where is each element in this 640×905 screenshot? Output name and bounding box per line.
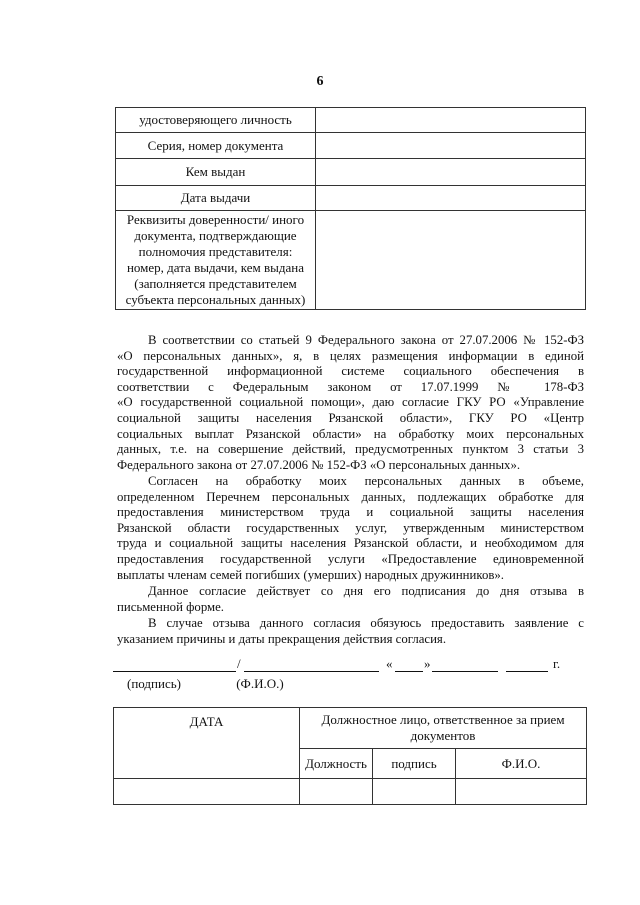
- identity-form-table: [115, 107, 586, 310]
- consent-paragraph-4: В случае отзыва данного согласия обязуюсь предоставить заявление с указанием причины и даты прекращения действия согласия.: [117, 616, 584, 646]
- field-issue-date[interactable]: [316, 186, 586, 211]
- name-line[interactable]: [244, 657, 379, 672]
- header-date: ДАТА: [114, 708, 300, 779]
- header-signature: подпись: [373, 749, 456, 779]
- cell-signature[interactable]: [373, 779, 456, 805]
- consent-paragraph-1: В соответствии со статьей 9 Федерального закона от 27.07.2006 № 152-ФЗ «О персональных данных», я, в целях размещения информации в единой государственной информационной системе социального обеспечения в соответствии с Федеральным законом от 17.07.1999 № 178-ФЗ «О государственной социальной помощи», даю согласие ГКУ РО «Управление социальной защиты населения Рязанской области», ГКУ РО «Центр социальных выплат Рязанской области» на обработку моих персональных данных, т.е. на совершение действий, предусмотренных пунктом 3 статьи 3 Федерального закона от 27.07.2006 № 152-ФЗ «О персональных данных».: [117, 333, 584, 472]
- field-series-number[interactable]: [316, 133, 586, 159]
- label-identity-document: удостоверяющего личность: [116, 108, 316, 133]
- year-suffix: г.: [553, 656, 561, 671]
- signature-labels: [127, 676, 284, 692]
- consent-paragraph-2: Согласен на обработку моих персональных данных в объеме, определенном Перечнем персональных данных, подлежащих обработке для предоставления министерством труда и социальной защиты населения Рязанской области государственных услуг, утвержденным министерством труда и социальной защиты населения Рязанской области, и необходимом для предоставления государственной услуги «Предоставление единовременной выплаты членам семей погибших (умерших) народных дружинников».: [117, 474, 584, 582]
- field-power-of-attorney[interactable]: [316, 211, 586, 310]
- poa-line-2: документа, подтверждающие: [134, 228, 297, 243]
- poa-line-1: Реквизиты доверенности/ иного: [126, 212, 305, 227]
- consent-paragraph-3: Данное согласие действует со дня его подписания до дня отзыва в письменной форме.: [117, 584, 584, 614]
- signature-row: [113, 657, 563, 677]
- label-issue-date: Дата выдачи: [116, 186, 316, 211]
- page-number: 6: [316, 74, 324, 89]
- label-issued-by: Кем выдан: [116, 159, 316, 186]
- poa-line-3: полномочия представителя:: [138, 244, 293, 259]
- field-issued-by[interactable]: [316, 159, 586, 186]
- label-series-number: Серия, номер документа: [116, 133, 316, 159]
- field-identity-document[interactable]: [316, 108, 586, 133]
- poa-line-6: субъекта персональных данных): [125, 292, 306, 307]
- month-line[interactable]: [432, 657, 498, 672]
- signature-slash: /: [237, 656, 241, 671]
- cell-position[interactable]: [300, 779, 373, 805]
- receipt-table: [113, 707, 587, 805]
- header-position: Должность: [300, 749, 373, 779]
- poa-line-5: (заполняется представителем: [134, 276, 297, 291]
- label-signature: (подпись): [127, 676, 181, 691]
- label-power-of-attorney: [116, 211, 316, 310]
- header-official: Должностное лицо, ответственное за прием документов: [300, 708, 587, 749]
- header-name: Ф.И.О.: [456, 749, 587, 779]
- day-line[interactable]: [395, 657, 423, 672]
- year-line[interactable]: [506, 657, 548, 672]
- label-full-name: (Ф.И.О.): [236, 676, 284, 691]
- cell-date[interactable]: [114, 779, 300, 805]
- quote-open: «: [386, 656, 393, 671]
- poa-line-4: номер, дата выдачи, кем выдана: [126, 260, 305, 275]
- quote-close: »: [424, 656, 431, 671]
- cell-name[interactable]: [456, 779, 587, 805]
- signature-line[interactable]: [113, 657, 236, 672]
